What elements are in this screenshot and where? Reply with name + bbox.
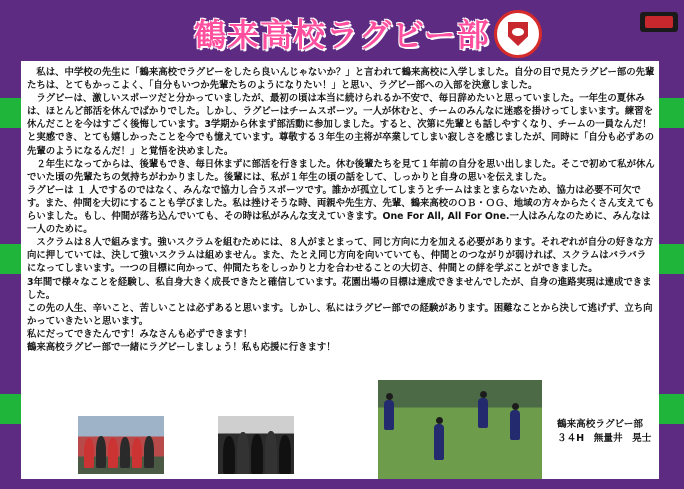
match-action-photo xyxy=(378,380,542,479)
rugby-logo-icon xyxy=(640,12,678,32)
player-figure xyxy=(510,410,520,440)
player-figure xyxy=(384,400,394,430)
player-figure xyxy=(434,424,444,460)
paragraph-1: 私は、中学校の先生に「鶴来高校でラグビーをしたら良いんじゃないか？」と言われて鶴来高校に入学しました。自分の目で見たラグビー部の先輩たちは、とてもかっこよく、「自分もいつか先輩たちのようになりたい！」と思い、ラグビー部への入部を決意しました。 xyxy=(27,67,655,92)
paragraph-9: 鶴来高校ラグビー部で一緒にラグビーしましょう！私も応援に行きます！ xyxy=(27,341,336,353)
paragraph-6: 3年間で様々なことを経験し、私自身大きく成長できたと確信しています。花園出場の目標は達成できませんでしたが、自身の進路実現は達成できました。 xyxy=(27,276,652,301)
school-emblem-icon xyxy=(494,10,542,58)
paragraph-7: この先の人生、辛いこと、苦しいことは必ずあると思います。しかし、私にはラグビー部での経験があります。困難なことから決して逃げず、立ち向かっていきたいと思います。 xyxy=(27,302,653,327)
paragraph-5: スクラムは８人で組みます。強いスクラムを組むためには、８人がまとまって、同じ方向に力を加える必要があります。それぞれが自分の好きな方向に押していては、決して強いスクラムは組めません。また、たとえ同じ方向を向いていても、仲間とのつながりが弱ければ、スクラムはバラバラになってしまいます。一つの目標に向かって、仲間たちをしっかりと力を合わせることの大切さ、仲間との絆を学ぶことができました。 xyxy=(27,237,654,275)
team-celebration-photo xyxy=(218,416,294,474)
header xyxy=(0,6,684,58)
paragraph-4: ラグビーは １ 人でするのではなく、みんなで協力し合うスポーツです。誰かが孤立してしまうとチームはまとまらないため、協力は必要不可欠です。また、仲間を大切にすることも学びました。私は挫けそうな時、両親や先生方、先輩、鶴来高校のＯＢ・ＯＧ、地域の方々からたくさん支えてもらいました。もし、仲間が落ち込んでいても、その時は私がみんな支えていきます。One For All, All For One.一人はみんなのために、みんなは一人のために。 xyxy=(27,184,655,236)
paragraph-2: ラグビーは、激しいスポーツだと分かっていましたが、最初の頃は本当に続けられるか不安で、毎日辞めたいと思っていました。一年生の夏休みは、ほとんど部活を休んでばかりでした。しかし、ラグビーはチームスポーツ。一人が休むと、チームのみんなに迷惑を掛けってしまいます。練習を休んだことを今はすごく後悔しています。3学期から休まず部活動に参加しました。すると、次第に先輩とも話しやすくなり、チームの一員なんだ！と実感でき、とても嬉しかったことを今でも憶えています。尊敬する３年生の主将が卒業してしまい寂しさを感じましたが、同時に「自分も必ずあの先輩のようになるんだ！」と覚悟を決めました。 xyxy=(27,93,655,157)
player-figure xyxy=(478,398,488,428)
page-title: 鶴来高校ラグビー部 xyxy=(194,16,490,54)
author-signature xyxy=(557,418,651,446)
team-group-photo xyxy=(78,416,164,474)
signature-team: 鶴来高校ラグビー部 xyxy=(557,419,643,430)
article-body xyxy=(27,66,655,354)
emblem-ball xyxy=(512,28,524,36)
signature-author: ３４H 無量井 晃士 xyxy=(557,433,652,444)
paragraph-8: 私にだってできたんです！みなさんも必ずできます！ xyxy=(27,328,253,340)
paragraph-3: ２年生になってからは、後輩もでき、毎日休まずに部活を行きました。休む後輩たちを見て１年前の自分を思い出しました。そこで初めて私が休んでいた頃の先輩たちの気持ちがわかりました。後輩には、私が１年生の頃の話をして、しっかりと自身の思いを伝えました。 xyxy=(27,158,655,183)
